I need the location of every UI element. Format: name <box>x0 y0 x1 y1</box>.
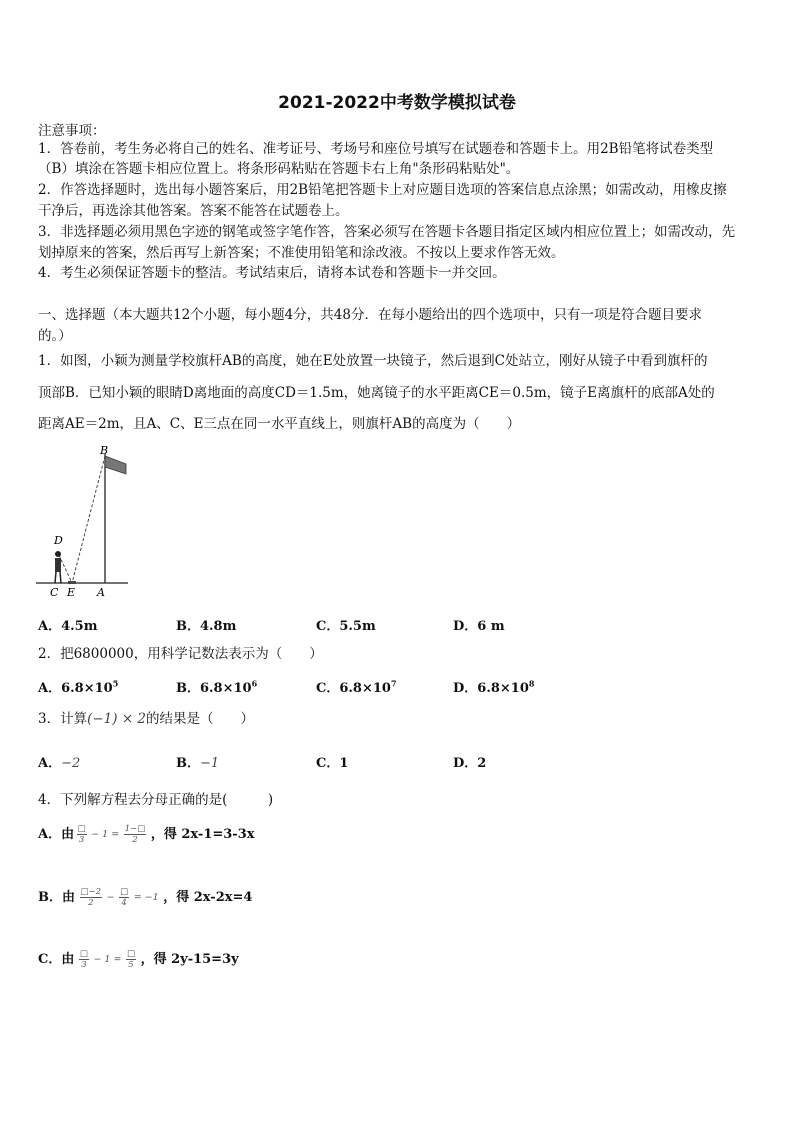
notice-line: 划掉原来的答案，然后再写上新答案；不准使用铅笔和涂改液。不按以上要求作答无效。 <box>38 245 565 261</box>
q3-option-a[interactable]: A．−2 <box>38 756 81 771</box>
point-label-b: B <box>100 444 109 457</box>
q3-option-b[interactable]: B．−1 <box>176 756 220 771</box>
question-1-stem: 距离AE＝2m，且A、C、E三点在同一水平直线上，则旗杆AB的高度为（ ） <box>38 416 521 432</box>
q1-option-c[interactable]: C．5.5m <box>316 619 376 634</box>
point-label-a: A <box>97 586 105 599</box>
q4-option-c[interactable]: C．由 $\frac{□}{3}$ − 1 = $\frac{□}{5}$ ，得 2y-15=3y <box>38 949 239 970</box>
question-1-stem: 1．如图，小颖为测量学校旗杆AB的高度，她在E处放置一块镜子，然后退到C处站立，刚好从镜子中看到旗杆的 <box>38 353 708 369</box>
section-heading: 一、选择题（本大题共12个小题，每小题4分，共48分．在每小题给出的四个选项中，只有一项是符合题目要求 <box>38 307 702 323</box>
question-2-stem: 2．把6800000，用科学记数法表示为（ ） <box>38 646 323 662</box>
point-label-e: E <box>67 586 76 599</box>
question-4-stem: 4．下列解方程去分母正确的是( ) <box>38 792 274 808</box>
q3-expression: (−1) × 2 <box>87 711 147 727</box>
question-1-stem: 顶部B．已知小颖的眼睛D离地面的高度CD＝1.5m，她离镜子的水平距离CE＝0.5m，镜子E离旗杆的底部A处的 <box>38 385 715 401</box>
q2-option-b[interactable]: B．$6.8\times 10^6$ <box>176 678 258 696</box>
section-heading: 的。） <box>38 328 72 344</box>
q3-option-c[interactable]: C．1 <box>316 756 349 771</box>
point-label-c: C <box>50 586 59 599</box>
q2-option-a[interactable]: A．$6.8\times 10^5$ <box>38 678 119 696</box>
point-label-d: D <box>54 534 63 547</box>
q2-option-c[interactable]: C．$6.8\times 10^7$ <box>316 678 397 696</box>
notice-line: 干净后，再选涂其他答案。答案不能答在试题卷上。 <box>38 203 349 219</box>
flagpole-mirror-figure <box>30 440 140 600</box>
notice-line: （B）填涂在答题卡相应位置上。将条形码粘贴在答题卡右上角"条形码粘贴处"。 <box>38 161 520 177</box>
page-title: 2021-2022中考数学模拟试卷 <box>278 93 516 113</box>
q1-option-a[interactable]: A．4.5m <box>38 619 98 634</box>
q2-option-d[interactable]: D．$6.8\times 10^8$ <box>453 678 535 696</box>
notice-line: 3．非选择题必须用黑色字迹的钢笔或签字笔作答，答案必须写在答题卡各题目指定区域内相应位置上；如需改动，先 <box>38 224 736 240</box>
q1-option-b[interactable]: B．4.8m <box>176 619 237 634</box>
q3-option-d[interactable]: D．2 <box>453 756 487 771</box>
question-3-stem: 3．计算(−1) × 2的结果是（ ） <box>38 711 255 727</box>
q4-option-b[interactable]: B．由 $\frac{□-2}{2}$ − $\frac{□}{4}$ = −1 ，得 2x-2x=4 <box>38 887 253 908</box>
notice-line: 4．考生必须保证答题卡的整洁。考试结束后，请将本试卷和答题卡一并交回。 <box>38 265 506 281</box>
notice-heading: 注意事项： <box>38 123 106 139</box>
q4-option-a[interactable]: A．由 $\frac{□}{3}$ − 1 = $\frac{1-□}{2}$ ，得 2x-1=3-3x <box>38 824 255 845</box>
notice-line: 2．作答选择题时，选出每小题答案后，用2B铅笔把答题卡上对应题目选项的答案信息点涂黑；如需改动，用橡皮擦 <box>38 182 727 198</box>
q1-option-d[interactable]: D．6 m <box>453 619 505 634</box>
notice-line: 1．答卷前，考生务必将自己的姓名、准考证号、考场号和座位号填写在试题卷和答题卡上。用2B铅笔将试卷类型 <box>38 141 714 157</box>
